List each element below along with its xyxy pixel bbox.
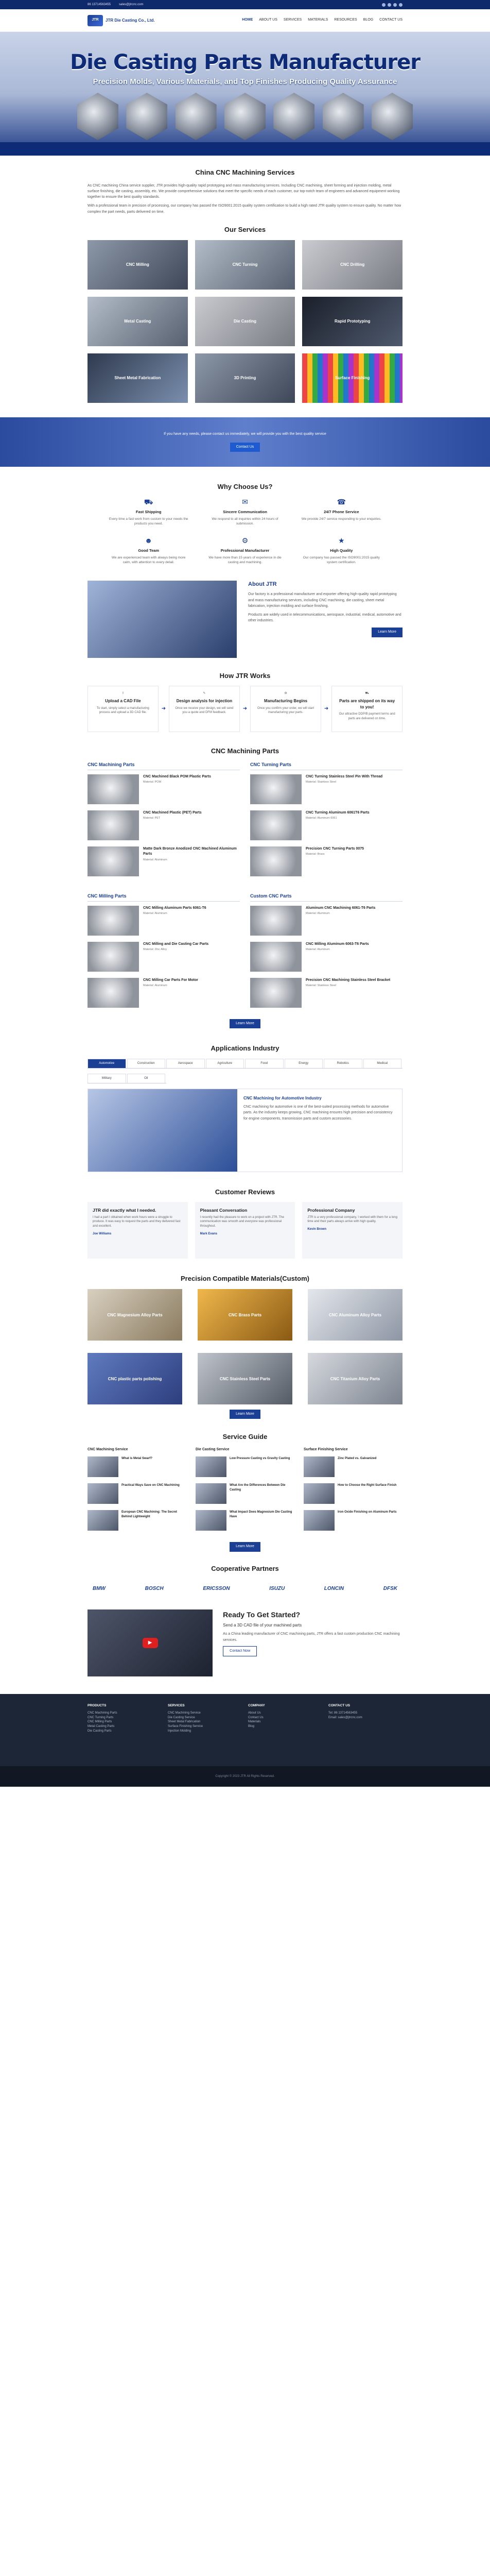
guide-thumb: [304, 1510, 335, 1531]
why-item-title: Fast Shipping: [135, 509, 162, 514]
column-header[interactable]: Custom CNC Parts: [250, 893, 402, 902]
shipping-icon: ⛟: [365, 692, 369, 696]
hero-subtitle: Precision Molds, Various Materials, and Top Finishes Producing Quality Assurance: [93, 77, 397, 86]
materials-title: Precision Compatible Materials(Custom): [181, 1275, 309, 1283]
part-item[interactable]: [250, 846, 402, 877]
footer-contact[interactable]: Email: sales@jtrcnc.com: [328, 1716, 362, 1719]
part-item[interactable]: [87, 774, 240, 805]
guide-thumb: [87, 1456, 118, 1477]
contact-cta-banner: [0, 417, 490, 467]
tab-oil[interactable]: Oil: [127, 1074, 166, 1083]
column-header[interactable]: CNC Milling Parts: [87, 893, 240, 902]
why-item: [108, 497, 189, 526]
cta-text: If you have any needs, please contact us immediately, we will provide you with the best quality service: [164, 432, 326, 436]
part-title[interactable]: CNC Machined Plastic (PET) Parts: [143, 811, 202, 815]
why-title: Why Choose Us?: [217, 482, 273, 490]
reviewer-name: Mark Evans: [200, 1232, 218, 1235]
about-paragraph: Products are widely used in telecommunications, aerospace, industrial, medical, automotive and other industries.: [248, 613, 401, 623]
material-card[interactable]: CNC Stainless Steel Parts: [198, 1353, 292, 1404]
guide-column: [304, 1447, 402, 1537]
work-step-desc: To start, simply select a manufacturing process and upload a 3D CAD file.: [96, 706, 149, 715]
part-desc: Material: Stainless Steel: [306, 781, 336, 784]
part-desc: Material: PET: [143, 817, 161, 820]
works-title: How JTR Works: [219, 671, 271, 680]
nav-contact[interactable]: CONTACT US: [379, 18, 402, 22]
guide-item-title[interactable]: European CNC Machining: The Secret Behind Lightweight: [121, 1511, 178, 1519]
nav-about[interactable]: ABOUT US: [259, 18, 277, 22]
services-grid: [87, 240, 402, 403]
guide-item-title[interactable]: Iron Oxide Finishing on Aluminum Parts: [338, 1511, 397, 1514]
review-card: [302, 1202, 402, 1259]
part-desc: Material: Brass: [306, 853, 325, 856]
footer-heading: PRODUCTS: [87, 1704, 107, 1708]
materials-grid: [87, 1289, 402, 1404]
reviews-row: [87, 1202, 402, 1259]
why-item: [108, 535, 189, 565]
hero-part-image: [273, 93, 314, 140]
footer-link[interactable]: CNC Turning Parts: [87, 1716, 114, 1719]
services-title: Our Services: [224, 225, 266, 233]
arrow-right-icon: ➜: [242, 706, 248, 712]
guide-item[interactable]: [87, 1510, 186, 1532]
about-learn-more-button[interactable]: Learn More: [372, 628, 402, 637]
video-thumbnail[interactable]: [87, 1609, 213, 1676]
part-item[interactable]: [87, 810, 240, 841]
part-title[interactable]: Aluminum CNC Machining 6061-T6 Parts: [306, 906, 376, 910]
hero-part-image: [224, 93, 266, 140]
about-paragraph: Our factory is a professional manufacturer and exporter offering high-quality rapid prototyping and mass manufacturing services, including CNC machining, die casting, sheet metal fabrication, injection molding and surface finishing.: [248, 592, 397, 608]
tab-medical[interactable]: Medical: [363, 1059, 402, 1068]
partner-logo: ERICSSON: [203, 1586, 230, 1592]
footer-link[interactable]: CNC Milling Parts: [87, 1720, 112, 1724]
social-icons[interactable]: [382, 3, 402, 7]
work-step-title: Upload a CAD File: [105, 699, 141, 704]
guide-item-title[interactable]: How to Choose the Right Surface Finish: [338, 1484, 397, 1487]
tab-robotics[interactable]: Robotics: [324, 1059, 362, 1068]
logo-mark: JTR: [87, 15, 103, 26]
tab-food[interactable]: Food: [245, 1059, 284, 1068]
guide-thumb: [87, 1483, 118, 1504]
guide-item[interactable]: [196, 1483, 294, 1505]
guide-item-title[interactable]: Practical Ways Save on CNC Machining: [121, 1484, 180, 1487]
footer-heading: CONTACT US: [328, 1704, 351, 1708]
footer-column: [248, 1703, 322, 1757]
why-item-title: Professional Manufacturer: [220, 548, 270, 553]
tab-aerospace[interactable]: Aerospace: [166, 1059, 205, 1068]
footer-column: [168, 1703, 242, 1757]
milling-parts-column: [87, 893, 240, 1014]
footer-link[interactable]: CNC Machining Service: [168, 1711, 201, 1715]
hero-parts-row: [77, 93, 413, 140]
partner-logo: ISUZU: [269, 1586, 285, 1592]
footer-link[interactable]: Blog: [248, 1724, 255, 1728]
why-item: [301, 535, 382, 565]
guide-item[interactable]: [304, 1483, 402, 1505]
service-card[interactable]: CNC Turning: [195, 240, 295, 290]
column-header[interactable]: CNC Turning Parts: [250, 761, 402, 770]
hero-part-image: [323, 93, 364, 140]
review-title: Pleasant Conversation: [200, 1208, 248, 1213]
part-desc: Material: Stainless Steel: [306, 984, 336, 988]
works-steps: [87, 686, 402, 732]
gear-icon: ⚙: [284, 692, 287, 696]
why-item-desc: We are experienced team with always being more calm, with attention to every detail.: [111, 555, 186, 565]
service-card[interactable]: Metal Casting: [87, 297, 188, 346]
phone-text[interactable]: 86 13714563455: [87, 3, 111, 6]
review-title: Professional Company: [307, 1208, 355, 1213]
nav-blog[interactable]: BLOG: [363, 18, 374, 22]
part-title[interactable]: Matte Dark Bronze Anodized CNC Machined Aluminum Parts: [143, 847, 237, 856]
part-image: [250, 846, 302, 876]
part-title[interactable]: Precision CNC Machining Stainless Steel Bracket: [306, 978, 391, 982]
material-card[interactable]: CNC Aluminum Alloy Parts: [308, 1289, 402, 1341]
tab-energy[interactable]: Energy: [285, 1059, 323, 1068]
part-title[interactable]: CNC Machined Black POM Plastic Parts: [143, 775, 211, 779]
material-card[interactable]: CNC plastic parts polishing: [87, 1353, 182, 1404]
partners-logos: [93, 1579, 397, 1599]
apps-title: Applications Industry: [211, 1044, 279, 1053]
industry-tabs-row2: [87, 1074, 166, 1083]
why-item: [204, 535, 285, 565]
footer-link[interactable]: Materials: [248, 1720, 261, 1724]
part-item[interactable]: [250, 774, 402, 805]
work-step-desc: Once you confirm your order, we will start manufacturing your parts.: [257, 706, 314, 715]
work-step: [331, 686, 402, 732]
custom-parts-column: [250, 893, 402, 1014]
why-section: [0, 482, 490, 1677]
brand-name: JTR Die Casting Co., Ltd.: [106, 18, 155, 23]
review-title: JTR did exactly what I needed.: [93, 1208, 156, 1213]
work-step-desc: Once we receive your design, we will send you a quote and DFM feedback.: [175, 706, 234, 715]
cnc-title: CNC Machining Parts: [211, 747, 279, 755]
column-header[interactable]: CNC Machining Parts: [87, 761, 240, 770]
partner-logo: DFSK: [383, 1586, 397, 1592]
about-title: About JTR: [248, 581, 277, 587]
part-image: [250, 942, 302, 972]
service-card[interactable]: CNC Drilling: [302, 240, 402, 290]
tab-automotive[interactable]: Automotive: [87, 1059, 126, 1068]
part-title[interactable]: CNC Turning Aluminum 6061T6 Parts: [306, 811, 370, 815]
nav-home[interactable]: HOME: [242, 18, 253, 22]
part-image: [87, 942, 139, 972]
why-item-desc: We provide 24/7 service responding to your enquiries.: [301, 517, 381, 521]
why-item-desc: Every time a fast work from custom to your needs the products you need.: [109, 517, 188, 526]
work-step-title: Manufacturing Begins: [264, 699, 308, 704]
guide-column: [87, 1447, 186, 1537]
quality-icon: ★: [338, 536, 345, 545]
factory-icon: ⚙: [241, 536, 249, 545]
part-item[interactable]: [250, 942, 402, 973]
footer-link[interactable]: Surface Finishing Service: [168, 1724, 203, 1728]
part-item[interactable]: [87, 942, 240, 973]
hero-bottom-band: [0, 142, 490, 156]
guide-item-title[interactable]: What Impact Does Magnesium Die Casting Have: [230, 1511, 292, 1519]
guide-thumb: [304, 1456, 335, 1477]
hero-part-image: [126, 93, 167, 140]
footer-link[interactable]: Contact Us: [248, 1716, 264, 1719]
part-title[interactable]: CNC Milling Car Parts For Motor: [143, 978, 198, 982]
review-card: [195, 1202, 295, 1259]
part-desc: Material: Aluminum: [306, 948, 330, 952]
guide-column-header[interactable]: Die Casting Service: [196, 1448, 230, 1452]
hero-part-image: [77, 93, 118, 140]
reviewer-name: Kevin Brown: [307, 1228, 327, 1231]
about-block: [87, 581, 402, 658]
part-image: [250, 810, 302, 840]
why-item-title: 24/7 Phone Service: [324, 509, 359, 514]
part-image: [87, 906, 139, 936]
footer-column: [328, 1703, 402, 1757]
service-card[interactable]: Die Casting: [195, 297, 295, 346]
industry-panel-title: CNC Machining for Automotive Industry: [243, 1095, 322, 1100]
part-image: [250, 906, 302, 936]
partner-logo: LONCIN: [324, 1586, 344, 1592]
factory-image: [87, 581, 237, 658]
guide-title: Service Guide: [222, 1433, 268, 1441]
material-card[interactable]: CNC Magnesium Alloy Parts: [87, 1289, 182, 1341]
turning-parts-column: [250, 761, 402, 883]
chat-icon: ✉: [242, 498, 248, 506]
top-bar: [0, 0, 490, 9]
part-item[interactable]: [250, 906, 402, 937]
guide-column-header[interactable]: Surface Finishing Service: [304, 1448, 348, 1452]
guide-item[interactable]: [304, 1456, 402, 1478]
play-icon[interactable]: ▶: [143, 1638, 158, 1648]
work-step-title: Parts are shipped on its way to you!: [339, 699, 395, 709]
guide-item[interactable]: [196, 1510, 294, 1532]
guide-column-header[interactable]: CNC Machining Service: [87, 1448, 128, 1452]
review-quote: I recently had the pleasure to work on a project with JTR. The communication was smooth and everyone was professional throughout.: [200, 1215, 284, 1228]
intro-paragraph: With a professional team in precision of processing, our company has passed the ISO9001:2015 quality system certification to build a high rated JTR quality system to ensure quality. No matter how complex the part needs, parts delivered on time.: [87, 204, 401, 214]
nav-services[interactable]: SERVICES: [283, 18, 302, 22]
partner-logo: BMW: [93, 1586, 106, 1592]
why-grid: [108, 497, 382, 565]
site-header: [0, 9, 490, 32]
part-image: [87, 774, 139, 804]
guide-thumb: [196, 1456, 226, 1477]
footer-link[interactable]: CNC Machining Parts: [87, 1711, 117, 1715]
cnc-parts-grid: [87, 761, 402, 1014]
nav-materials[interactable]: MATERIALS: [308, 18, 328, 22]
truck-icon: ⛟: [144, 498, 153, 506]
material-card[interactable]: CNC Brass Parts: [198, 1289, 292, 1341]
team-icon: ☻: [145, 536, 153, 545]
hero-part-image: [176, 93, 217, 140]
part-item[interactable]: [250, 978, 402, 1009]
footer-link[interactable]: Die Casting Parts: [87, 1729, 112, 1733]
youtube-icon[interactable]: [399, 3, 402, 7]
hero-title: Die Casting Parts Manufacturer: [70, 50, 420, 74]
service-card[interactable]: Rapid Prototyping: [302, 297, 402, 346]
part-desc: Material: Aluminum: [143, 858, 167, 861]
work-step: [87, 686, 159, 732]
guide-item[interactable]: [304, 1510, 402, 1532]
part-desc: Material: POM: [143, 781, 162, 784]
service-card[interactable]: CNC Milling: [87, 240, 188, 290]
work-step: [169, 686, 240, 732]
guide-item[interactable]: [196, 1456, 294, 1478]
reviewer-name: Joe Williams: [93, 1232, 112, 1235]
why-item-title: Good Team: [138, 548, 160, 553]
guide-item-title[interactable]: What Are the Differences Between Die Casting: [230, 1484, 286, 1492]
facebook-icon[interactable]: [382, 3, 386, 7]
work-step-title: Design analysis for injection: [176, 699, 233, 704]
service-card[interactable]: Surface Finishing: [302, 353, 402, 403]
guide-item[interactable]: [87, 1456, 186, 1478]
part-desc: Material: Zinc Alloy: [143, 948, 167, 952]
footer-contact[interactable]: Tel: 86 13714563455: [328, 1711, 358, 1715]
part-item[interactable]: [87, 846, 240, 877]
twitter-icon[interactable]: [388, 3, 391, 7]
part-title[interactable]: Precision CNC Turning Parts 0075: [306, 847, 364, 851]
phone-icon: ☎: [337, 498, 346, 506]
get-started-block: [87, 1609, 402, 1676]
why-item: [301, 497, 382, 526]
arrow-right-icon: ➜: [324, 706, 329, 712]
tab-military[interactable]: Military: [87, 1074, 126, 1083]
part-desc: Material: Aluminum: [306, 912, 330, 916]
part-title[interactable]: CNC Turning Stainless Steel Pin With Thread: [306, 775, 383, 779]
upload-icon: ⇧: [121, 692, 125, 696]
part-image: [250, 978, 302, 1008]
why-item-desc: We have more than 15 years of experience in die casting and machining.: [208, 555, 282, 565]
part-image: [87, 810, 139, 840]
part-image: [250, 774, 302, 804]
why-item-desc: We respond to all inquiries within 24 hours of submission.: [212, 517, 278, 526]
guide-column: [196, 1447, 294, 1537]
part-title[interactable]: CNC Milling and Die Casting Car Parts: [143, 942, 209, 946]
why-item-title: Sincere Communication: [223, 509, 267, 514]
review-card: [87, 1202, 188, 1259]
reviews-title: Customer Reviews: [215, 1188, 275, 1196]
logo[interactable]: [87, 15, 206, 26]
guide-item-title[interactable]: Zinc Plated vs. Galvanized: [338, 1457, 377, 1461]
review-quote: I had a part I obtained when work hours were a struggle to produce. It was easy to request the parts and they delivered fast and excellent.: [93, 1215, 181, 1228]
copyright: Copyright © 2023 JTR All Rights Reserved.: [0, 1766, 490, 1787]
footer-link[interactable]: About Us: [248, 1711, 261, 1715]
footer-heading: SERVICES: [168, 1704, 185, 1708]
intro-paragraph: As CNC machining China service supplier, JTR provides high-quality rapid prototyping and mass manufacturing services. Including CNC machining, sheet forming and injection molding, metal surface finishing, die casting, assembly, etc. We provide comprehensive solutions that meet the specific needs of each customer, our top-notch team of engineers and advanced equipment working together to ensure the best quality standards.: [87, 183, 400, 199]
hero-part-image: [372, 93, 413, 140]
why-item: [204, 497, 285, 526]
arrow-right-icon: ➜: [161, 706, 166, 712]
tab-construction[interactable]: Construction: [127, 1059, 166, 1068]
work-step: [250, 686, 321, 732]
part-desc: Material: Aluminum: [143, 912, 167, 916]
guide-thumb: [304, 1483, 335, 1504]
ready-text: As a China leading manufacturer of CNC machining parts, JTR offers a fast custom production CNC machining services.: [223, 1632, 400, 1642]
guide-item-title[interactable]: What is Metal Swarf?: [121, 1457, 153, 1461]
machining-parts-column: [87, 761, 240, 883]
hero-banner: [0, 32, 490, 156]
parts-learn-more-button[interactable]: Learn More: [230, 1019, 260, 1028]
footer-link[interactable]: Sheet Metal Fabrication: [168, 1720, 201, 1724]
guide-grid: [87, 1447, 402, 1537]
intro-section: [0, 168, 490, 403]
materials-learn-more-button[interactable]: Learn More: [230, 1410, 260, 1419]
partner-logo: BOSCH: [145, 1586, 164, 1592]
guide-thumb: [196, 1483, 226, 1504]
footer-link[interactable]: Metal Casting Parts: [87, 1724, 115, 1728]
guide-item-title[interactable]: Low Pressure Casting vs Gravity Casting: [230, 1457, 290, 1461]
contact-now-button[interactable]: Contact Now: [223, 1646, 257, 1656]
footer-column: [87, 1703, 162, 1757]
part-item[interactable]: [87, 906, 240, 937]
material-card[interactable]: CNC Titanium Alloy Parts: [308, 1353, 402, 1404]
review-quote: JTR is a very professional company, I worked with them for a long time and their parts always arrive with high quality.: [307, 1215, 397, 1224]
footer-link[interactable]: Injection Molding: [168, 1729, 191, 1733]
work-step-desc: Our attractive DDP/B payment terms and parts are delivered on time.: [339, 713, 395, 720]
guide-thumb: [87, 1510, 118, 1531]
service-card[interactable]: Sheet Metal Fabrication: [87, 353, 188, 403]
part-item[interactable]: [87, 978, 240, 1009]
part-title[interactable]: CNC Milling Aluminum 6063-T6 Parts: [306, 942, 369, 946]
intro-title: China CNC Machining Services: [195, 168, 295, 176]
guide-learn-more-button[interactable]: Learn More: [230, 1542, 260, 1551]
service-card[interactable]: 3D Printing: [195, 353, 295, 403]
part-image: [87, 846, 139, 876]
part-desc: Material: Aluminum 6061: [306, 817, 337, 820]
part-desc: Material: Aluminum: [143, 984, 167, 988]
why-item-desc: Our company has passed the ISO9001:2015 quality system certification.: [303, 555, 380, 565]
site-footer: [0, 1694, 490, 1766]
main-nav: [242, 18, 402, 23]
email-text[interactable]: sales@jtrcnc.com: [119, 3, 144, 6]
part-image: [87, 978, 139, 1008]
footer-link[interactable]: Die Casting Service: [168, 1716, 195, 1719]
contact-us-button[interactable]: Contact Us: [230, 443, 260, 452]
nav-resources[interactable]: RESOURCES: [334, 18, 357, 22]
part-item[interactable]: [250, 810, 402, 841]
why-item-title: High Quality: [330, 548, 353, 553]
partners-title: Cooperative Partners: [211, 1564, 279, 1572]
industry-panel-text: CNC machining for automotive is one of the best-suited processing methods for automotive parts. As the industry keeps growing, CNC machining ensures high precision and consistency for engine components, transmission parts and custom accessories.: [243, 1105, 393, 1121]
industry-tabs: [87, 1059, 402, 1069]
guide-item[interactable]: [87, 1483, 186, 1505]
part-title[interactable]: CNC Milling Aluminum Parts 6061-T6: [143, 906, 206, 910]
analysis-icon: ✎: [203, 692, 206, 696]
ready-subtitle: Send a 3D CAD file of your machined parts: [223, 1622, 302, 1628]
automotive-image: [88, 1089, 237, 1172]
industry-panel: [87, 1089, 402, 1172]
footer-heading: COMPANY: [248, 1704, 265, 1708]
linkedin-icon[interactable]: [393, 3, 397, 7]
tab-agriculture[interactable]: Agriculture: [206, 1059, 244, 1068]
ready-title: Ready To Get Started?: [223, 1611, 301, 1619]
guide-thumb: [196, 1510, 226, 1531]
